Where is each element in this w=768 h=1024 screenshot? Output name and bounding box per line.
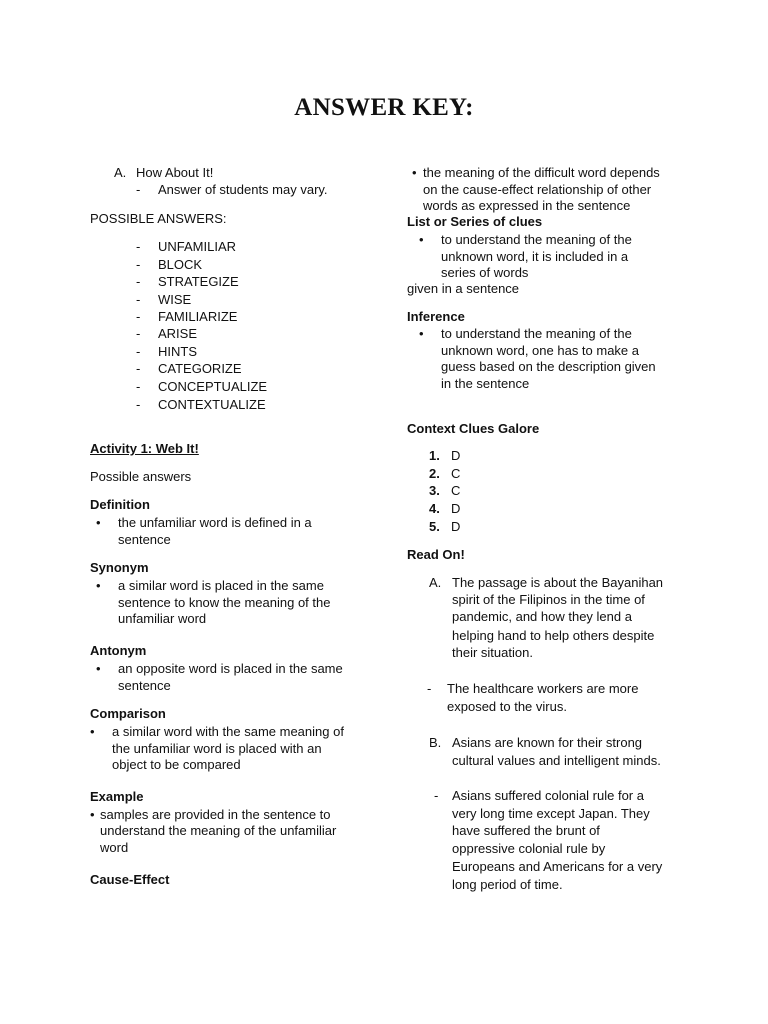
page-title: ANSWER KEY:: [294, 94, 474, 121]
read-b-line: Asians are known for their strong: [452, 735, 643, 750]
read-a-line: pandemic, and how they lend a: [452, 609, 632, 624]
cause-effect-line: words as expressed in the sentence: [423, 198, 631, 213]
list-series-heading: List or Series of clues: [407, 214, 543, 229]
answer-value: D: [451, 501, 461, 516]
activity-title: Activity 1: Web It!: [90, 441, 199, 456]
clue-line: understand the meaning of the unfamiliar: [100, 823, 337, 838]
read-a-line: spirit of the Filipinos in the time of: [452, 592, 645, 607]
clue-line: • an opposite word is placed in the same: [118, 660, 343, 677]
clue-line: • a similar word with the same meaning of: [112, 723, 344, 740]
read-a-line: their situation.: [452, 645, 533, 660]
list-series-tail: given in a sentence: [407, 281, 520, 296]
list-item: BLOCK: [158, 257, 203, 272]
dash-mark: -: [427, 681, 432, 696]
clue-line: the unfamiliar word is placed with an: [112, 741, 322, 756]
read-b-marker: B.: [429, 735, 442, 750]
answer-number: 1.: [429, 448, 440, 463]
list-series-line: unknown word, it is included in a: [441, 249, 629, 264]
dash2-line: have suffered the brunt of: [452, 823, 600, 838]
list-item: CONCEPTUALIZE: [158, 379, 268, 394]
cause-effect-line: on the cause-effect relationship of other: [423, 182, 652, 197]
bullet-mark: •: [90, 807, 95, 822]
clue-line: sentence: [118, 532, 171, 547]
list-item: CATEGORIZE: [158, 361, 242, 376]
section-a-marker: A.: [114, 165, 127, 180]
clue-line: word: [100, 840, 129, 855]
clue-heading-synonym: Synonym: [90, 560, 149, 575]
list-item: CONTEXTUALIZE: [158, 397, 266, 412]
read-on-heading: Read On!: [407, 547, 465, 562]
clue-line: • the unfamiliar word is defined in a: [118, 514, 312, 531]
dash1-line: The healthcare workers are more: [447, 681, 639, 696]
section-a-title: How About It!: [136, 165, 214, 180]
clue-line: samples are provided in the sentence to: [100, 807, 331, 822]
dash2-line: Asians suffered colonial rule for a: [452, 788, 644, 803]
clue-heading-antonym: Antonym: [90, 643, 147, 658]
answer-number: 4.: [429, 501, 440, 516]
read-b-line: cultural values and intelligent minds.: [452, 753, 661, 768]
list-item: HINTS: [158, 344, 197, 359]
clue-line: sentence to know the meaning of the: [118, 595, 331, 610]
dash1-line: exposed to the virus.: [447, 699, 567, 714]
section-a-note: Answer of students may vary.: [158, 182, 328, 197]
list-item: STRATEGIZE: [158, 274, 239, 289]
answer-number: 5.: [429, 519, 440, 534]
answer-value: D: [451, 448, 461, 463]
read-a-line: helping hand to help others despite: [452, 628, 655, 643]
dash-mark: -: [434, 788, 439, 803]
list-series-line: • to understand the meaning of the: [441, 231, 632, 248]
clue-line: sentence: [118, 678, 171, 693]
answer-value: D: [451, 519, 461, 534]
answer-value: C: [451, 483, 461, 498]
possible-answers-label: Possible answers: [90, 469, 192, 484]
list-item: ARISE: [158, 326, 198, 341]
clue-line: object to be compared: [112, 757, 241, 772]
list-item: WISE: [158, 292, 192, 307]
bullet-mark: •: [412, 165, 417, 180]
inference-line: guess based on the description given: [441, 359, 656, 374]
answer-number: 2.: [429, 466, 440, 481]
clue-line: • a similar word is placed in the same: [118, 577, 324, 594]
inference-line: • to understand the meaning of the: [441, 325, 632, 342]
dash2-line: oppressive colonial rule by: [452, 841, 606, 856]
list-series-line: series of words: [441, 265, 529, 280]
inference-heading: Inference: [407, 309, 465, 324]
dash-mark: -: [136, 182, 141, 197]
inference-line: in the sentence: [441, 376, 530, 391]
inference-line: unknown word, one has to make a: [441, 343, 640, 358]
dash2-line: very long time except Japan. They: [452, 806, 650, 821]
context-clues-galore-heading: Context Clues Galore: [407, 421, 540, 436]
dash2-line: long period of time.: [452, 877, 563, 892]
dash2-line: Europeans and Americans for a very: [452, 859, 663, 874]
clue-heading-comparison: Comparison: [90, 706, 166, 721]
clue-heading-definition: Definition: [90, 497, 150, 512]
clue-line: unfamiliar word: [118, 611, 207, 626]
cause-effect-line: the meaning of the difficult word depends: [423, 165, 660, 180]
possible-answers-heading: POSSIBLE ANSWERS:: [90, 211, 227, 226]
read-a-marker: A.: [429, 575, 442, 590]
answer-number: 3.: [429, 483, 440, 498]
read-a-line: The passage is about the Bayanihan: [452, 575, 664, 590]
list-item: FAMILIARIZE: [158, 309, 238, 324]
clue-heading-example: Example: [90, 789, 144, 804]
clue-heading-cause-effect: Cause-Effect: [90, 872, 170, 887]
list-item: UNFAMILIAR: [158, 239, 237, 254]
answer-value: C: [451, 466, 461, 481]
